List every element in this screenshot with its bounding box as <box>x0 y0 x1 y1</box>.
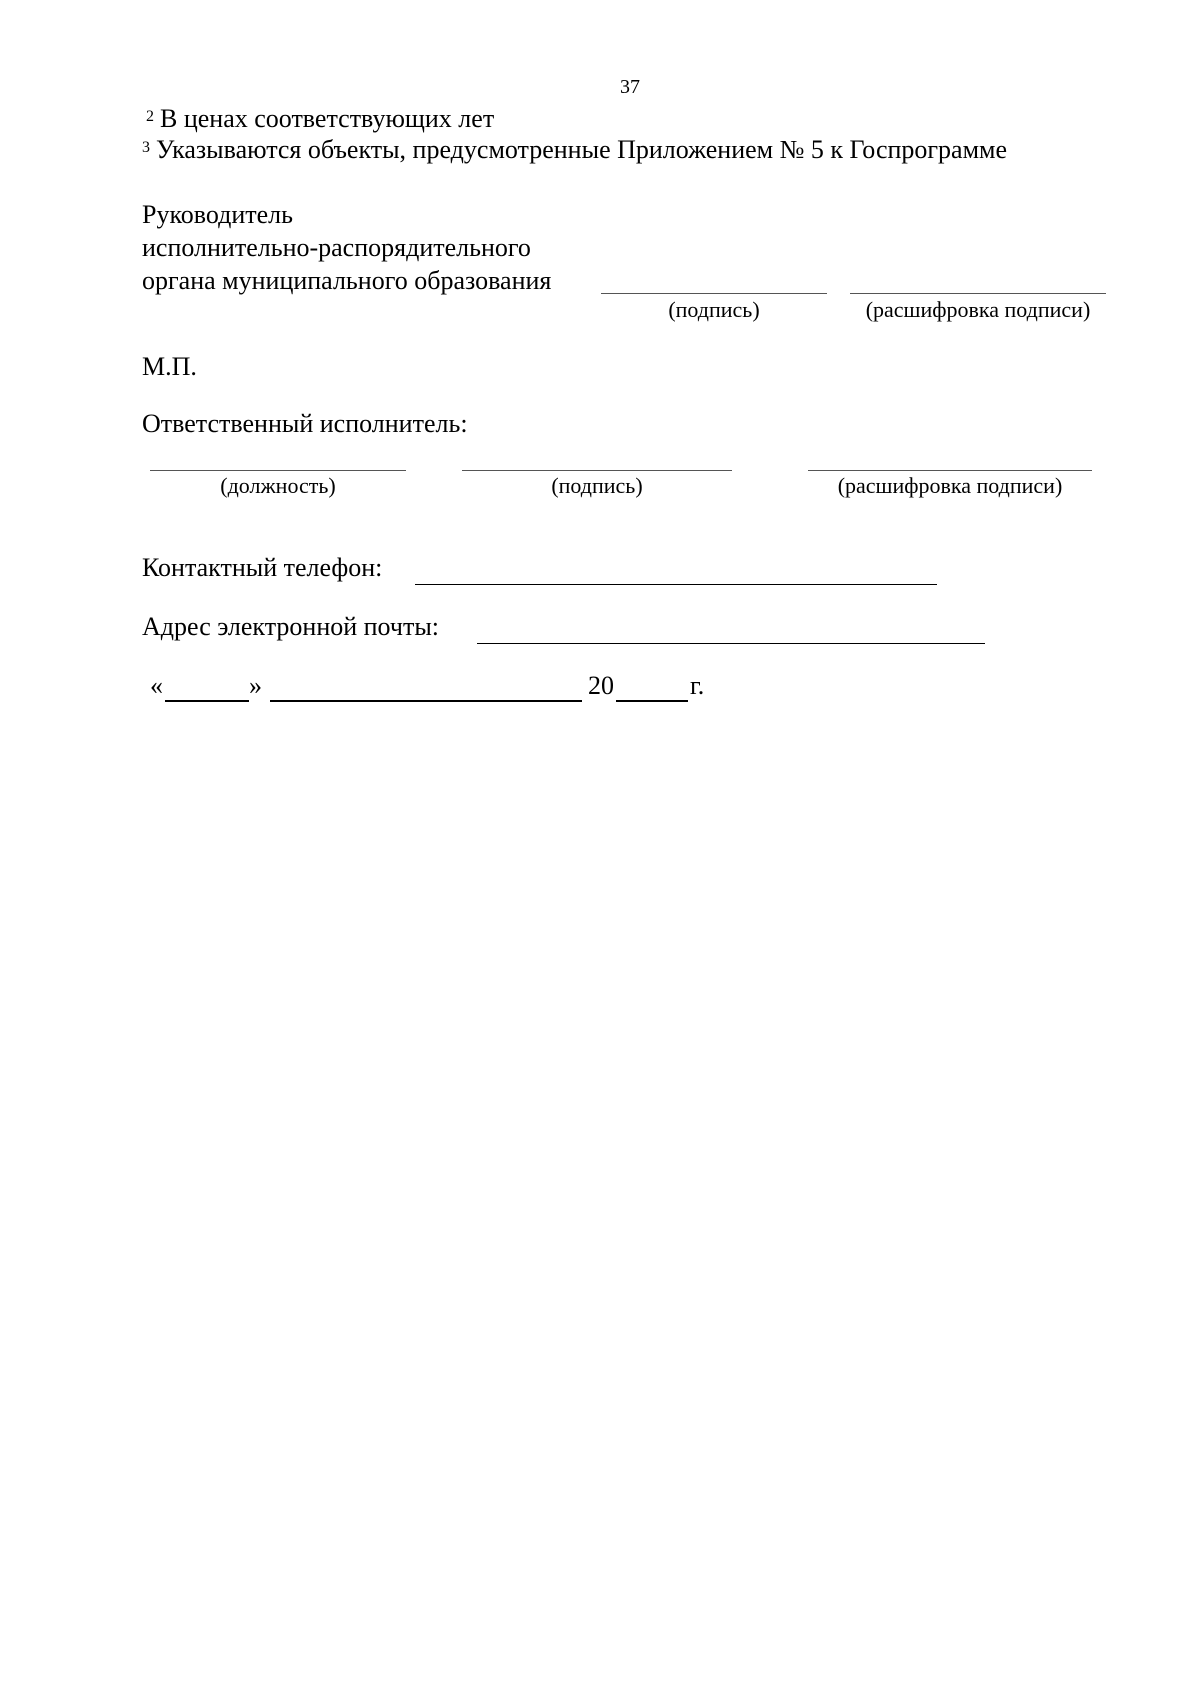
responsible-decode-caption: (расшифровка подписи) <box>837 473 1063 498</box>
footnote-mark: 2 <box>146 108 154 125</box>
head-title-line1: Руководитель <box>142 200 293 229</box>
position-line[interactable] <box>150 470 406 471</box>
footnote-3 <box>142 135 1007 165</box>
phone-label: Контактный телефон: <box>142 553 383 582</box>
phone-field-line[interactable] <box>415 584 937 585</box>
seal-mark: М.П. <box>142 352 197 381</box>
date-year-prefix: 20 <box>588 671 614 700</box>
footnote-mark: 3 <box>142 139 150 156</box>
responsible-signature-caption: (подпись) <box>551 473 643 498</box>
head-decode-caption: (расшифровка подписи) <box>865 297 1091 322</box>
date-day-line[interactable] <box>165 700 249 702</box>
footnote-text: Указываются объекты, предусмотренные Приложением № 5 к Госпрограмме <box>156 135 1008 164</box>
date-open-quote: « <box>150 671 163 700</box>
head-signature-caption: (подпись) <box>668 297 760 322</box>
email-field-line[interactable] <box>477 643 985 644</box>
head-decode-line[interactable] <box>850 293 1106 294</box>
responsible-decode-line[interactable] <box>808 470 1092 471</box>
head-title-line3: органа муниципального образования <box>142 266 552 295</box>
date-close-quote: » <box>249 671 262 700</box>
responsible-signature-line[interactable] <box>462 470 732 471</box>
footnote-text: В ценах соответствующих лет <box>160 104 495 133</box>
responsible-label: Ответственный исполнитель: <box>142 409 468 438</box>
date-month-line[interactable] <box>270 700 582 702</box>
date-year-suffix: г. <box>690 671 705 700</box>
head-signature-line[interactable] <box>601 293 827 294</box>
email-label: Адрес электронной почты: <box>142 612 440 641</box>
head-title-line2: исполнительно-распорядительного <box>142 233 531 262</box>
footnote-2 <box>146 104 494 134</box>
date-year-line[interactable] <box>616 700 688 702</box>
position-caption: (должность) <box>220 473 336 498</box>
page-number: 37 <box>620 76 640 98</box>
